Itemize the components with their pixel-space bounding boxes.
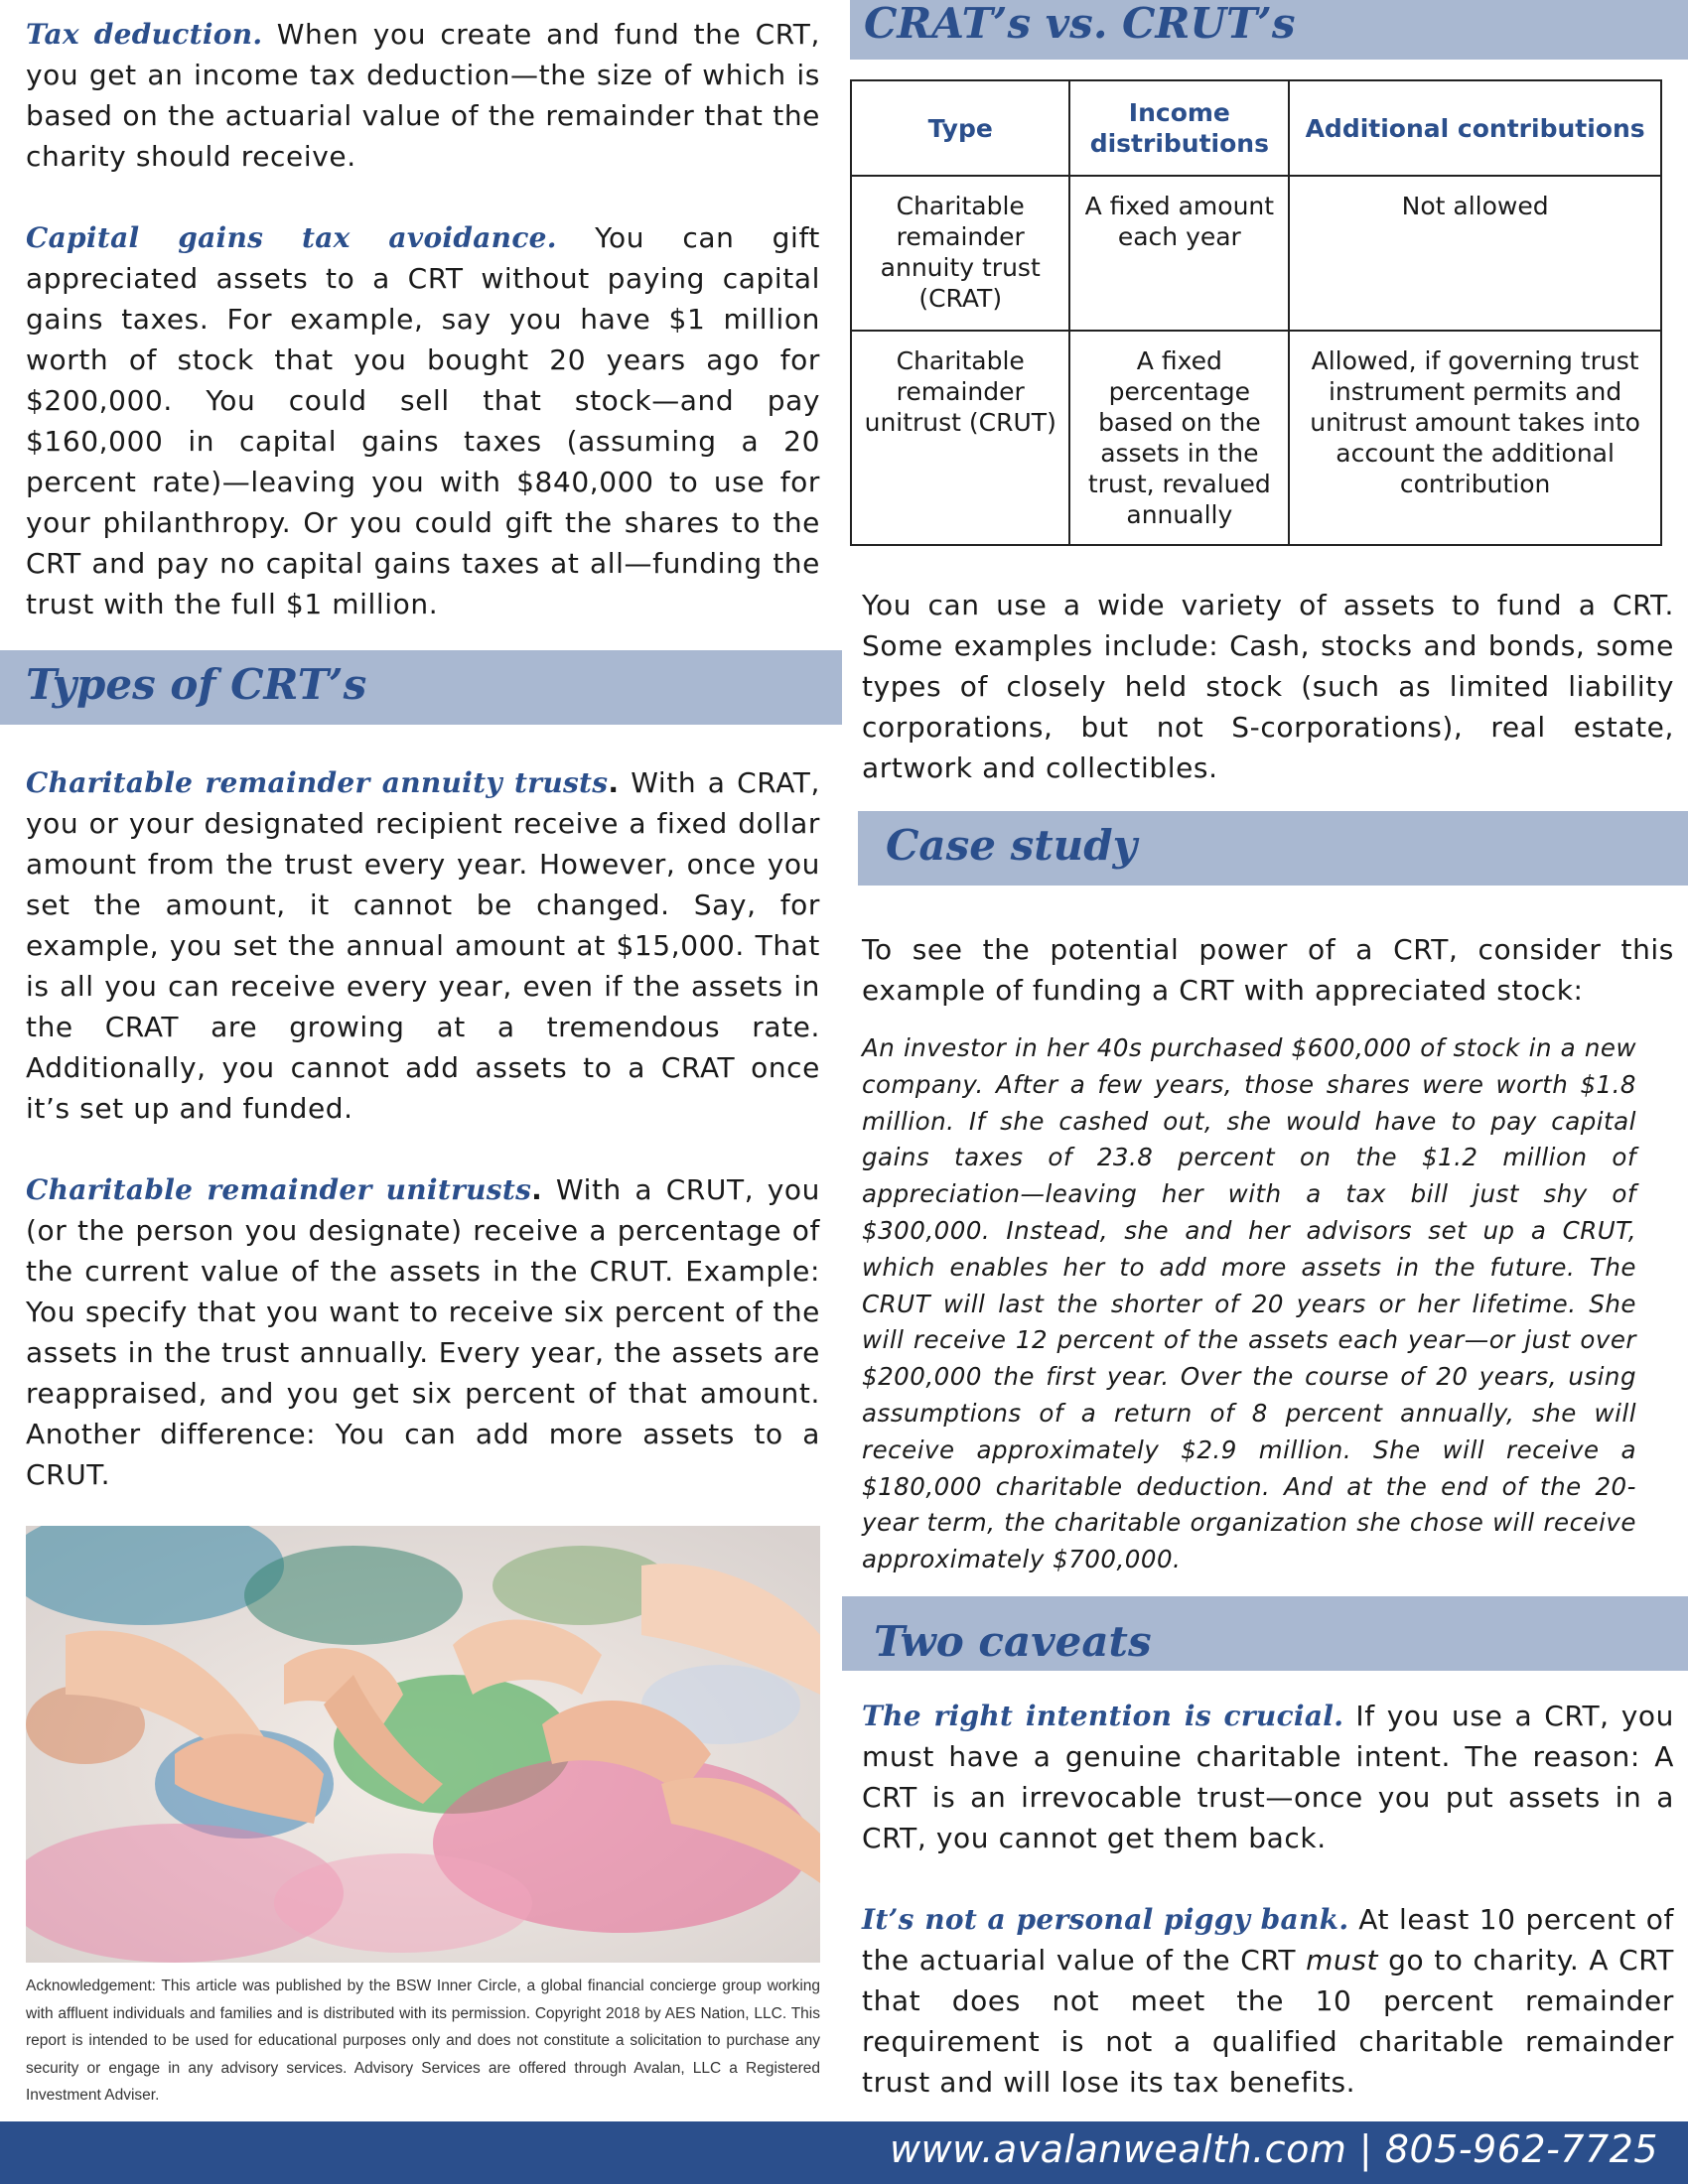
acknowledgement-text: Acknowledgement: This article was published by the BSW Inner Circle, a global financial concierge group working with affluent individuals and families and is distributed with its permission. Copyright 2018 by AES Nation, LLC. This report is intended to be used for educational purposes only and does not constitute a solicitation to purchase any security or engage in any advisory services. Advisory Services are offered through Avalan, LLC a Registered Investment Adviser. [26, 1978, 820, 2104]
caveats-heading: Two caveats [842, 1596, 1688, 1671]
footer-bar [0, 2121, 1688, 2184]
crat-lead: Charitable remainder annuity trusts [26, 766, 609, 799]
types-heading: Types of CRT’s [0, 650, 842, 725]
table-cell: Charitable remainder unitrust (CRUT) [851, 331, 1069, 545]
caveat-piggy-emphasis: must [1306, 1944, 1379, 1977]
assets-paragraph: You can use a wide variety of assets to fund a CRT. Some examples include: Cash, stocks and bonds, some types of closely held stock (such as limited liability corporations, but not S-corporations), real estate, artwork and collectibles. [862, 589, 1674, 784]
table-cell: A fixed amount each year [1069, 176, 1289, 331]
crut-text: With a CRUT, you (or the person you designate) receive a percentage of the current value of the assets in the CRUT. Example: You specify that you want to receive six percent of the assets in the trust annually. Every year, the assets are reappraised, and you get six percent of that amount. Another difference: You can add more assets to a CRUT. [26, 1173, 820, 1491]
crut-paragraph [26, 1169, 820, 1495]
table-cell: Not allowed [1289, 176, 1661, 331]
table-row [851, 176, 1661, 331]
table-cell: Allowed, if governing trust instrument permits and unitrust amount takes into account the additional contribution [1289, 331, 1661, 545]
capital-gains-lead: Capital gains tax avoidance. [26, 221, 557, 254]
table-cell: A fixed percentage based on the assets in the trust, revalued annually [1069, 331, 1289, 545]
table-cell: Charitable remainder annuity trust (CRAT) [851, 176, 1069, 331]
crat-paragraph [26, 762, 820, 1129]
crt-comparison-table [850, 79, 1662, 546]
capital-gains-text: You can gift appreciated assets to a CRT without paying capital gains taxes. For example, say you have $1 million worth of stock that you bought 20 years ago for $200,000. You could sell that stock—and pay $160,000 in capital gains taxes (assuming a 20 percent rate)—leaving you with $840,000 to use for your philanthropy. Or you could gift the shares to the CRT and pay no capital gains taxes at all—funding the trust with the full $1 million. [26, 221, 820, 620]
children-painting-photo [26, 1526, 820, 1963]
tax-deduction-text: When you create and fund the CRT, you get an income tax deduction—the size of which is based on the actuarial value of the remainder that the charity should receive. [26, 18, 820, 173]
table-header-contributions: Additional contributions [1289, 80, 1661, 176]
crat-lead-dot: . [608, 766, 620, 799]
tax-deduction-lead: Tax deduction. [26, 18, 263, 51]
caveat-piggy-lead: It’s not a personal piggy bank. [862, 1903, 1349, 1936]
types-content [26, 762, 820, 1495]
compare-heading: CRAT’s vs. CRUT’s [850, 0, 1688, 60]
left-column [26, 0, 820, 624]
caveats-content [862, 1696, 1674, 2103]
crut-lead-dot: . [531, 1173, 543, 1206]
caveat-intention-lead: The right intention is crucial. [862, 1700, 1344, 1732]
table-row [851, 331, 1661, 545]
capital-gains-paragraph [26, 217, 820, 624]
table-header-type: Type [851, 80, 1069, 176]
caveat-intention-paragraph [862, 1696, 1674, 1858]
crut-lead: Charitable remainder unitrusts [26, 1173, 532, 1206]
caveat-intention-text: If you use a CRT, you must have a genuine charitable intent. The reason: A CRT is an irrevocable trust—once you put assets in a CRT, you cannot get them back. [862, 1700, 1674, 1854]
footer-contact: www.avalanwealth.com | 805-962-7725 [889, 2127, 1658, 2171]
case-study-intro: To see the potential power of a CRT, consider this example of funding a CRT with appreciated stock: [862, 933, 1674, 1007]
caveat-piggy-text-before: At least 10 percent of the actuarial value of the CRT [862, 1903, 1674, 1977]
case-study-heading: Case study [858, 811, 1688, 886]
case-study-text: An investor in her 40s purchased $600,000 of stock in a new company. After a few years, those shares were worth $1.8 million. If she cashed out, she would have to pay capital gains taxes of 23.8 percent on the $1.2 million of appreciation—leaving her with a tax bill just shy of $300,000. Instead, she and her advisors set up a CRUT, which enables her to add more assets in the future. The CRUT will last the shorter of 20 years or her lifetime. She will receive 12 percent of the assets each year—or just over $200,000 the first year. Over the course of 20 years, using assumptions of a return of 8 percent annually, she will receive approximately $2.9 million. She will receive a $180,000 charitable deduction. And at the end of the 20-year term, the charitable organization she chose will receive approximately $700,000. [862, 1033, 1636, 1574]
table-header-row [851, 80, 1661, 176]
table-header-income: Income distributions [1069, 80, 1289, 176]
caveat-piggy-paragraph [862, 1899, 1674, 2103]
tax-deduction-paragraph [26, 14, 820, 177]
crat-text: With a CRAT, you or your designated recipient receive a fixed dollar amount from the trust every year. However, once you set the amount, it cannot be changed. Say, for example, you set the annual amount at $15,000. That is all you can receive every year, even if the assets in the CRAT are growing at a tremendous rate. Additionally, you cannot add assets to a CRAT once it’s set up and funded. [26, 766, 820, 1125]
caveat-piggy-text-after: go to charity. A CRT that does not meet the 10 percent remainder requirement is not a qualified charitable remainder trust and will lose its tax benefits. [862, 1944, 1674, 2099]
